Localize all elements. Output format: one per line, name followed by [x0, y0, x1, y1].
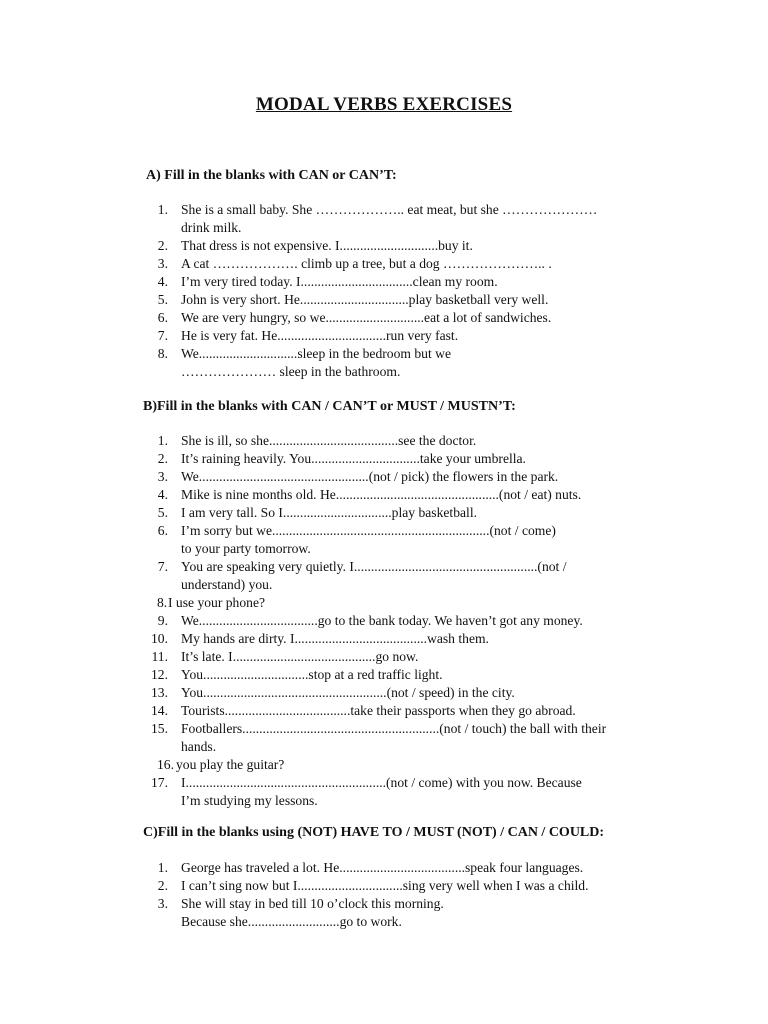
exercise-line [0, 702, 768, 720]
exercise-line [0, 468, 768, 486]
item-number: 3. [157, 469, 168, 484]
exercise-line [0, 432, 768, 450]
item-number: 1. [157, 433, 168, 448]
item-number: 13. [151, 685, 168, 700]
item-number: 11. [151, 649, 168, 664]
item-number: 16. [157, 757, 174, 772]
item-text: She will stay in bed till 10 o’clock this morning. [181, 896, 444, 911]
exercise-line [0, 576, 768, 594]
exercise-line [0, 792, 768, 810]
item-text: drink milk. [181, 220, 242, 235]
item-number: 12. [151, 667, 168, 682]
item-text: We..................................................(not / pick) the flowers in the park. [181, 469, 559, 484]
exercise-line [0, 895, 768, 913]
item-number: 6. [157, 523, 168, 538]
exercise-line [0, 774, 768, 792]
item-number: 1. [157, 202, 168, 217]
exercise-line [0, 486, 768, 504]
section-heading-c: C)Fill in the blanks using (NOT) HAVE TO / MUST (NOT) / CAN / COULD: [143, 825, 605, 840]
exercise-line [0, 630, 768, 648]
exercise-line [0, 666, 768, 684]
exercise-line [0, 201, 768, 219]
item-text: My hands are dirty. I.......................................wash them. [181, 631, 489, 646]
exercise-line [0, 738, 768, 756]
exercise-line [0, 648, 768, 666]
exercise-line [0, 522, 768, 540]
item-text: I use your phone? [168, 595, 266, 610]
item-number: 3. [157, 256, 168, 271]
item-text: She is ill, so she......................................see the doctor. [181, 433, 477, 448]
item-text: You...............................stop at a red traffic light. [181, 667, 443, 682]
item-number: 1. [157, 860, 168, 875]
exercise-line [0, 309, 768, 327]
item-text: A cat ………………. climb up a tree, but a dog ………………….. . [181, 256, 552, 271]
item-text: ………………… sleep in the bathroom. [181, 364, 401, 379]
item-number: 2. [157, 878, 168, 893]
exercise-line [0, 756, 768, 774]
item-text: We are very hungry, so we.............................eat a lot of sandwiches. [181, 310, 552, 325]
item-number: 10. [151, 631, 168, 646]
item-text: She is a small baby. She ……………….. eat meat, but she ………………… [181, 202, 598, 217]
exercise-line [0, 237, 768, 255]
exercise-line [0, 594, 768, 612]
item-text: I am very tall. So I................................play basketball. [181, 505, 477, 520]
item-text: I’m studying my lessons. [181, 793, 318, 808]
item-text: It’s late. I..........................................go now. [181, 649, 419, 664]
item-text: It’s raining heavily. You................................take your umbrella. [181, 451, 526, 466]
item-text: I’m very tired today. I.................................clean my room. [181, 274, 498, 289]
item-text: Footballers..........................................................(not / touch) the ball with their [181, 721, 607, 736]
item-text: John is very short. He................................play basketball very well. [181, 292, 549, 307]
exercise-line [0, 273, 768, 291]
exercise-line [0, 219, 768, 237]
item-text: Because she...........................go to work. [181, 914, 402, 929]
item-text: Tourists.....................................take their passports when they go abroad. [181, 703, 576, 718]
item-number: 8. [157, 595, 168, 610]
item-text: understand) you. [181, 577, 273, 592]
item-number: 9. [157, 613, 168, 628]
exercise-line [0, 877, 768, 895]
exercise-line [0, 363, 768, 381]
item-text: I’m sorry but we................................................................(not / come) [181, 523, 556, 538]
exercise-line [0, 684, 768, 702]
item-number: 4. [157, 487, 168, 502]
item-number: 4. [157, 274, 168, 289]
exercise-line [0, 450, 768, 468]
item-number: 3. [157, 896, 168, 911]
item-text: You are speaking very quietly. I......................................................(not / [181, 559, 567, 574]
exercise-list-a [0, 201, 768, 381]
item-number: 14. [151, 703, 168, 718]
item-text: you play the guitar? [176, 757, 285, 772]
exercise-line [0, 255, 768, 273]
item-number: 2. [157, 451, 168, 466]
item-text: hands. [181, 739, 217, 754]
item-text: We...................................go to the bank today. We haven’t got any money. [181, 613, 583, 628]
exercise-line [0, 913, 768, 931]
item-text: to your party tomorrow. [181, 541, 311, 556]
item-text: You......................................................(not / speed) in the city. [181, 685, 515, 700]
item-number: 5. [157, 292, 168, 307]
section-heading-a: A) Fill in the blanks with CAN or CAN’T: [146, 168, 397, 183]
item-text: I can’t sing now but I...............................sing very well when I was a child. [181, 878, 589, 893]
item-text: We.............................sleep in the bedroom but we [181, 346, 451, 361]
section-heading-b: B)Fill in the blanks with CAN / CAN’T or MUST / MUSTN’T: [143, 399, 516, 414]
exercise-line [0, 540, 768, 558]
exercise-line [0, 612, 768, 630]
item-number: 2. [157, 238, 168, 253]
exercise-line [0, 504, 768, 522]
page-title: MODAL VERBS EXERCISES [255, 94, 513, 115]
item-text: Mike is nine months old. He................................................(not / eat) nuts. [181, 487, 582, 502]
exercise-line [0, 859, 768, 877]
item-number: 17. [151, 775, 168, 790]
item-number: 8. [157, 346, 168, 361]
exercise-line [0, 558, 768, 576]
item-text: That dress is not expensive. I.............................buy it. [181, 238, 473, 253]
exercise-line [0, 345, 768, 363]
item-text: I...........................................................(not / come) with you now. Because [181, 775, 582, 790]
item-number: 15. [151, 721, 168, 736]
item-text: He is very fat. He................................run very fast. [181, 328, 459, 343]
item-number: 6. [157, 310, 168, 325]
item-number: 5. [157, 505, 168, 520]
item-number: 7. [157, 328, 168, 343]
item-text: George has traveled a lot. He.....................................speak four languages. [181, 860, 584, 875]
exercise-line [0, 327, 768, 345]
item-number: 7. [157, 559, 168, 574]
exercise-line [0, 720, 768, 738]
exercise-list-b [0, 432, 768, 810]
exercise-list-c [0, 859, 768, 931]
exercise-line [0, 291, 768, 309]
